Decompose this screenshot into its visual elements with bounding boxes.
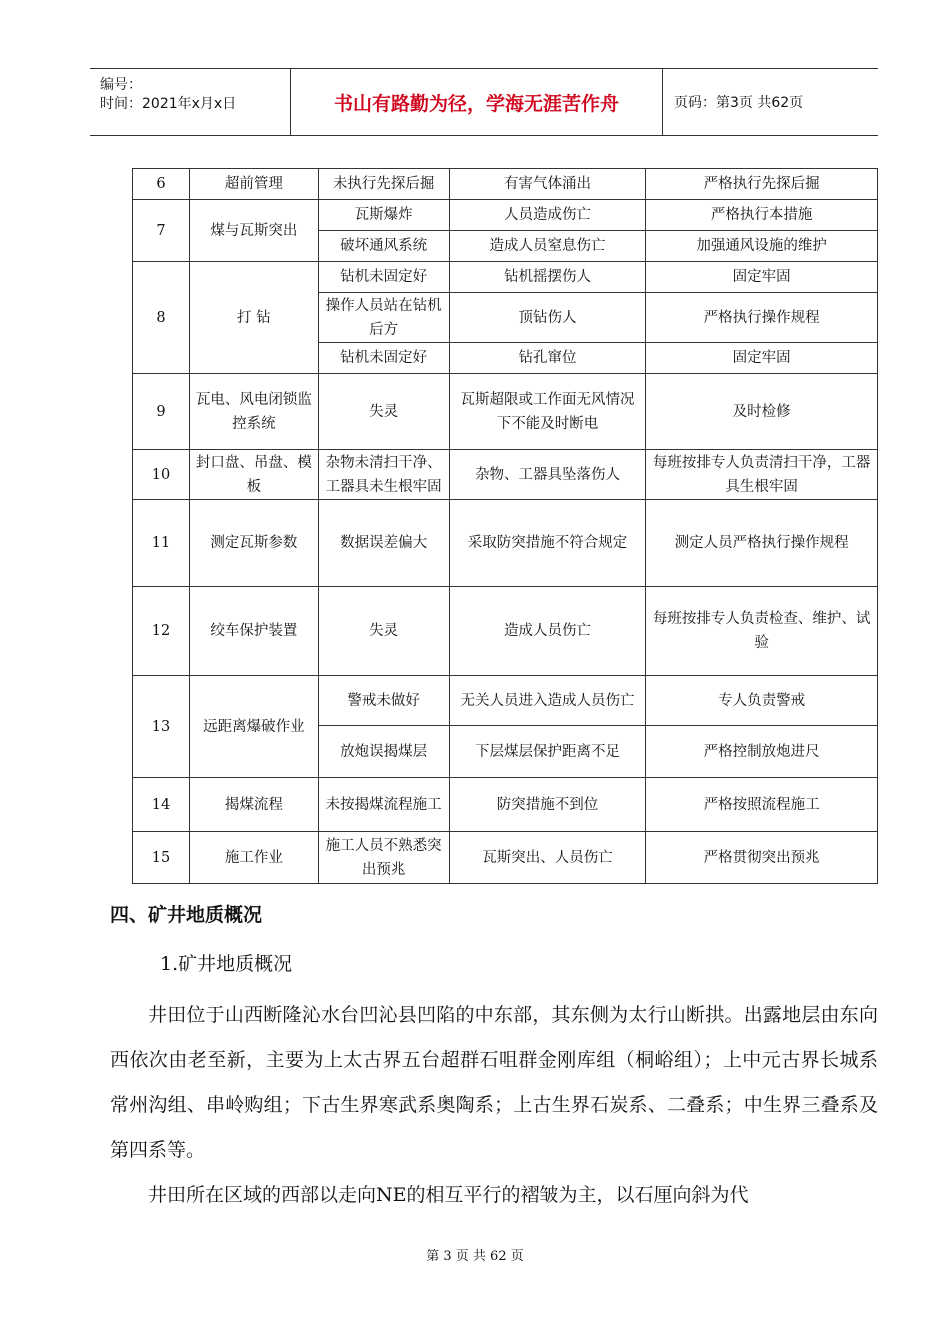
cell-consequence: 造成人员窒息伤亡 [449,231,646,262]
cell-consequence: 采取防突措施不符合规定 [449,500,646,587]
row-number: 8 [133,262,190,374]
row-number: 13 [133,676,190,778]
cell-hazard: 瓦斯爆炸 [318,200,449,231]
page-header [90,68,878,136]
cell-hazard: 未按揭煤流程施工 [318,778,449,832]
row-number: 15 [133,832,190,884]
cell-measure: 严格按照流程施工 [646,778,878,832]
paragraph-1: 井田位于山西断隆沁水台凹沁县凹陷的中东部，其东侧为太行山断拱。出露地层由东向西依次由老至新，主要为上太古界五台超群石咀群金刚库组（桐峪组）；上中元古界长城系常州沟组、串岭购组；下古生界寒武系奥陶系；上古生界石炭系、二叠系；中生界三叠系及第四系等。 [110,1004,878,1161]
cell-hazard: 失灵 [318,587,449,676]
cell-measure: 每班按排专人负责清扫干净，工器具生根牢固 [646,450,878,500]
row-item: 远距离爆破作业 [189,676,318,778]
cell-hazard: 杂物未清扫干净、工器具未生根牢固 [318,450,449,500]
cell-measure: 固定牢固 [646,343,878,374]
cell-hazard: 警戒未做好 [318,676,449,726]
row-number: 6 [133,169,190,200]
cell-measure: 及时检修 [646,374,878,450]
cell-measure: 加强通风设施的维护 [646,231,878,262]
time-label: 时间：2021年x月x日 [100,96,237,112]
cell-hazard: 破坏通风系统 [318,231,449,262]
table-row [133,262,878,293]
number-label: 编号： [100,77,142,93]
paragraph-2: 井田所在区域的西部以走向NE的相互平行的褶皱为主，以石厘向斜为代 [148,1184,749,1206]
cell-consequence: 钻机摇摆伤人 [449,262,646,293]
cell-hazard: 操作人员站在钻机后方 [318,293,449,343]
row-item: 瓦电、风电闭锁监控系统 [189,374,318,450]
cell-measure: 严格贯彻突出预兆 [646,832,878,884]
row-number: 14 [133,778,190,832]
table-row [133,169,878,200]
cell-measure: 严格执行本措施 [646,200,878,231]
row-item: 打 钻 [189,262,318,374]
cell-consequence: 造成人员伤亡 [449,587,646,676]
row-number: 11 [133,500,190,587]
risk-table [132,168,878,884]
table-row [133,200,878,231]
table-row [133,500,878,587]
cell-consequence: 瓦斯突出、人员伤亡 [449,832,646,884]
row-number: 7 [133,200,190,262]
cell-consequence: 防突措施不到位 [449,778,646,832]
table-row [133,778,878,832]
cell-hazard: 未执行先探后掘 [318,169,449,200]
section-title: 四、矿井地质概况 [110,904,263,926]
row-item: 绞车保护装置 [189,587,318,676]
page-footer: 第 3 页 共 62 页 [426,1249,524,1264]
table-row [133,450,878,500]
header-page-info: 页码：第3页 共62页 [674,95,804,111]
cell-consequence: 有害气体涌出 [449,169,646,200]
cell-consequence: 人员造成伤亡 [449,200,646,231]
table-row [133,587,878,676]
cell-measure: 固定牢固 [646,262,878,293]
cell-measure: 严格控制放炮进尺 [646,726,878,778]
table-row [133,832,878,884]
cell-consequence: 钻孔窜位 [449,343,646,374]
row-number: 12 [133,587,190,676]
cell-hazard: 数据误差偏大 [318,500,449,587]
cell-measure: 测定人员严格执行操作规程 [646,500,878,587]
cell-hazard: 失灵 [318,374,449,450]
cell-measure: 严格执行先探后掘 [646,169,878,200]
header-meta [90,69,291,135]
section-subtitle: 1.矿井地质概况 [160,953,293,975]
row-number: 9 [133,374,190,450]
cell-measure: 专人负责警戒 [646,676,878,726]
row-item: 揭煤流程 [189,778,318,832]
header-motto: 书山有路勤为径，学海无涯苦作舟 [291,69,663,135]
cell-hazard: 钻机未固定好 [318,262,449,293]
row-number: 10 [133,450,190,500]
row-item: 煤与瓦斯突出 [189,200,318,262]
cell-consequence: 下层煤层保护距离不足 [449,726,646,778]
cell-hazard: 放炮误揭煤层 [318,726,449,778]
cell-consequence: 瓦斯超限或工作面无风情况下不能及时断电 [449,374,646,450]
cell-measure: 严格执行操作规程 [646,293,878,343]
cell-consequence: 顶钻伤人 [449,293,646,343]
table-row [133,374,878,450]
cell-consequence: 无关人员进入造成人员伤亡 [449,676,646,726]
cell-hazard: 钻机未固定好 [318,343,449,374]
row-item: 测定瓦斯参数 [189,500,318,587]
row-item: 封口盘、吊盘、模板 [189,450,318,500]
table-row [133,676,878,726]
cell-hazard: 施工人员不熟悉突出预兆 [318,832,449,884]
cell-measure: 每班按排专人负责检查、维护、试验 [646,587,878,676]
row-item: 超前管理 [189,169,318,200]
cell-consequence: 杂物、工器具坠落伤人 [449,450,646,500]
row-item: 施工作业 [189,832,318,884]
